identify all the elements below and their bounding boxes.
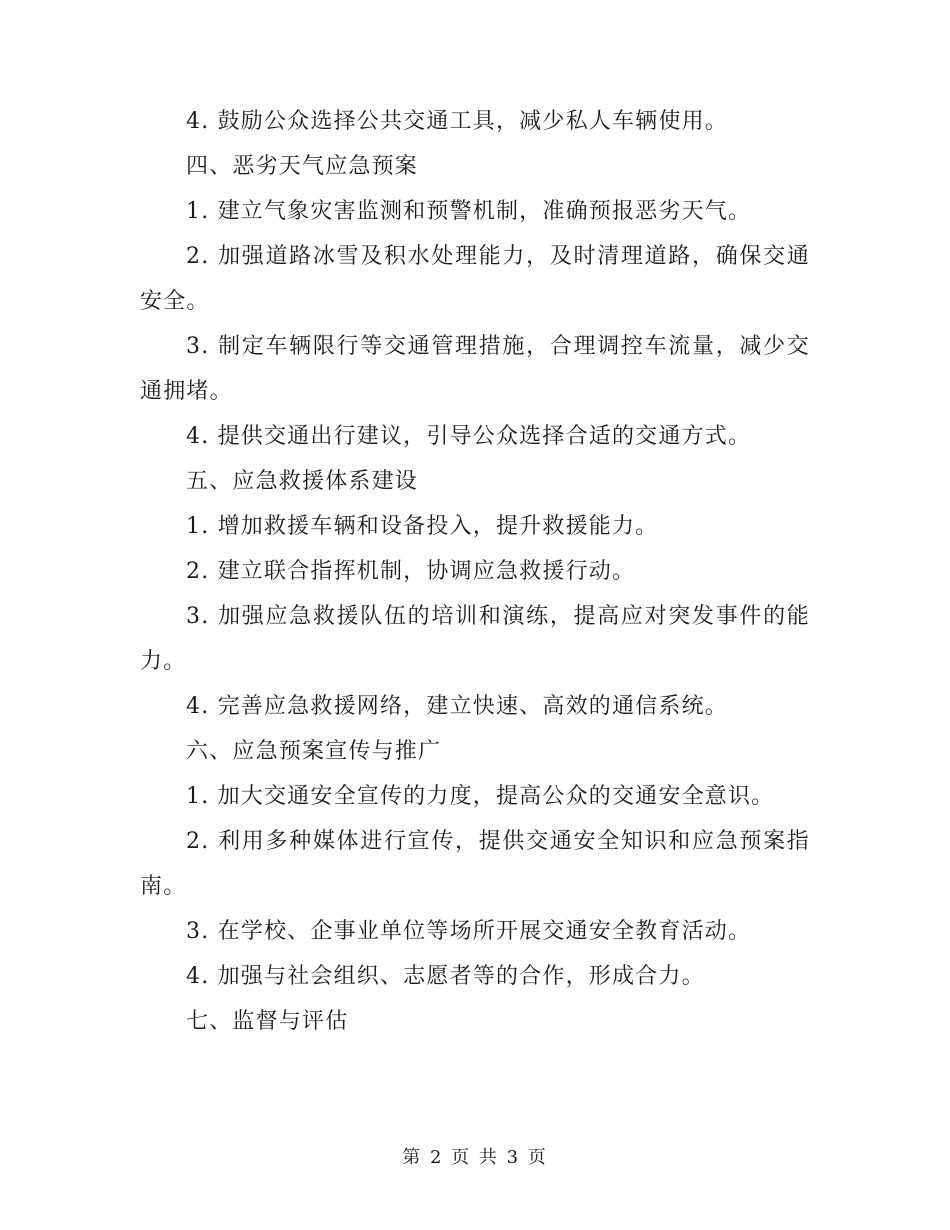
list-item-road-snow-water: 2. 加强道路冰雪及积水处理能力，及时清理道路，确保交通安全。 [140, 244, 810, 314]
list-item-weather-monitoring: 1. 建立气象灾害监测和预警机制，准确预报恶劣天气。 [186, 199, 752, 224]
section-heading-bad-weather: 四、恶劣天气应急预案 [186, 154, 419, 179]
list-item-rescue-training: 3. 加强应急救援队伍的培训和演练，提高应对突发事件的能力。 [140, 604, 810, 674]
list-item-safety-publicity: 1. 加大交通安全宣传的力度，提高公众的交通安全意识。 [186, 784, 775, 809]
section-heading-rescue-system: 五、应急救援体系建设 [186, 469, 419, 494]
section-heading-supervision: 七、监督与评估 [186, 1009, 349, 1034]
list-item-public-transport: 4. 鼓励公众选择公共交通工具，减少私人车辆使用。 [186, 109, 728, 134]
list-item-rescue-network: 4. 完善应急救援网络，建立快速、高效的通信系统。 [186, 694, 728, 719]
document-body [140, 99, 810, 1044]
list-item-traffic-restriction: 3. 制定车辆限行等交通管理措施，合理调控车流量，减少交通拥堵。 [140, 334, 810, 404]
list-item-school-education: 3. 在学校、企事业单位等场所开展交通安全教育活动。 [186, 919, 752, 944]
list-item-rescue-vehicles: 1. 增加救援车辆和设备投入，提升救援能力。 [186, 514, 659, 539]
section-heading-publicity: 六、应急预案宣传与推广 [186, 739, 442, 764]
list-item-joint-command: 2. 建立联合指挥机制，协调应急救援行动。 [186, 559, 636, 584]
page-footer: 第 2 页 共 3 页 [402, 1147, 548, 1168]
list-item-social-cooperation: 4. 加强与社会组织、志愿者等的合作，形成合力。 [186, 964, 705, 989]
list-item-media-publicity: 2. 利用多种媒体进行宣传，提供交通安全知识和应急预案指南。 [140, 829, 810, 899]
list-item-travel-advice: 4. 提供交通出行建议，引导公众选择合适的交通方式。 [186, 424, 752, 449]
